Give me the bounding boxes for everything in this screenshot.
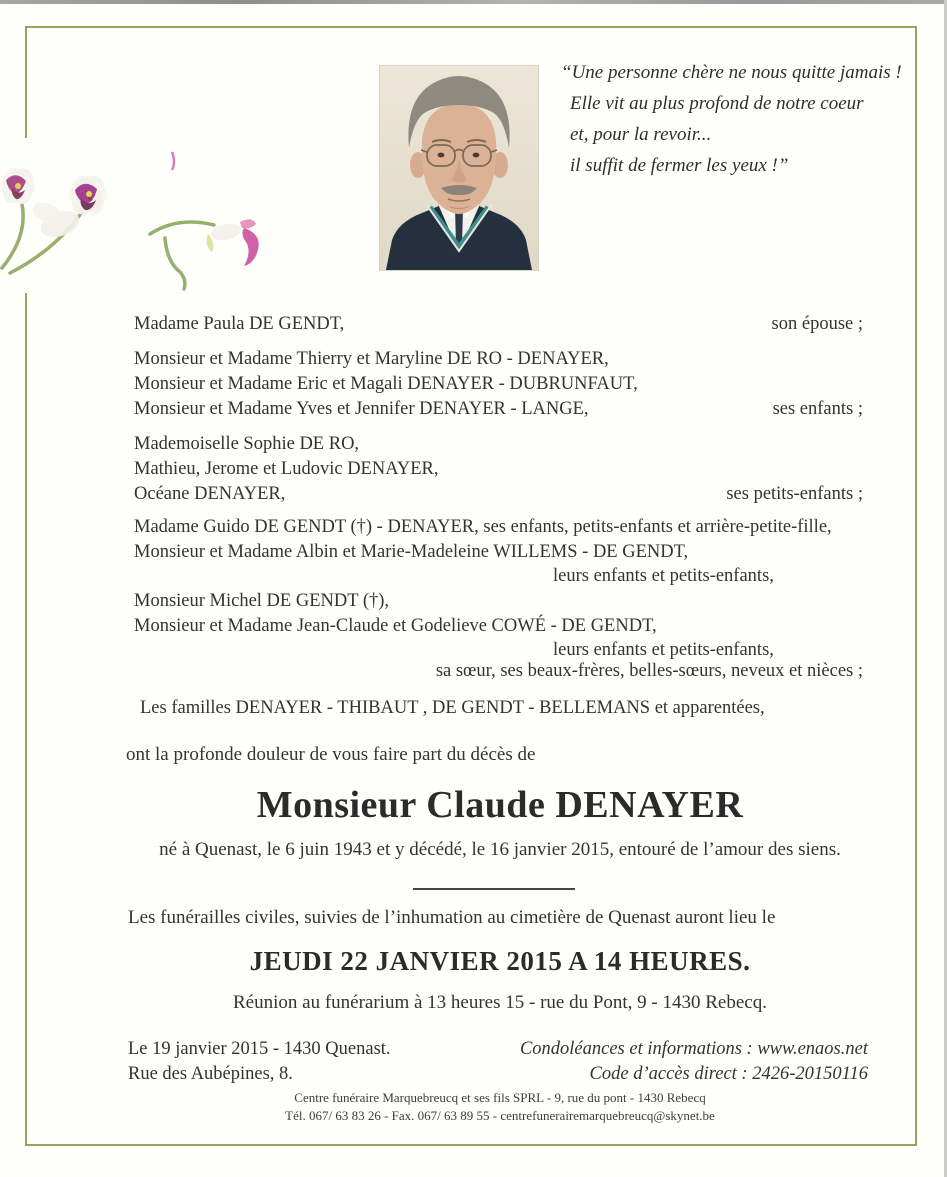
children-row: [134, 397, 863, 421]
spouse-relation: son épouse ;: [771, 314, 863, 334]
extended2-relation-1: leurs enfants et petits-enfants,: [553, 640, 774, 660]
access-code: Code d’accès direct : 2426-20150116: [589, 1064, 868, 1084]
extended2-relation-2: sa sœur, ses beaux-frères, belles-sœurs, neveux et nièces ;: [435, 661, 863, 681]
quote-line-3: et, pour la revoir...: [570, 124, 712, 145]
child-line-1: Monsieur et Madame Thierry et Maryline DE RO - DENAYER,: [134, 349, 609, 369]
grandchild-line-3: Océane DENAYER,: [134, 484, 286, 504]
memorial-quote: [561, 57, 917, 181]
funeral-home-contact: Tél. 067/ 63 83 26 - Fax. 067/ 63 89 55 - centrefunerairemarquebreucq@skynet.be: [285, 1108, 715, 1123]
ceremony-date: JEUDI 22 JANVIER 2015 A 14 HEURES.: [249, 946, 751, 976]
announcement-address: Rue des Aubépines, 8.: [128, 1064, 293, 1084]
grandchildren-relation: ses petits-enfants ;: [726, 484, 863, 504]
contact-row-2: [128, 1062, 868, 1086]
orchid-artwork: [0, 138, 335, 293]
extended1-line-1: Madame Guido DE GENDT (†) - DENAYER, ses enfants, petits-enfants et arrière-petite-fille,: [134, 517, 832, 537]
contact-row-1: [128, 1037, 868, 1061]
spouse-row: [134, 312, 863, 336]
families-line: Les familles DENAYER - THIBAUT , DE GENDT - BELLEMANS et apparentées,: [140, 698, 765, 718]
children-relation: ses enfants ;: [772, 399, 863, 419]
ceremony-meeting: Réunion au funérarium à 13 heures 15 - rue du Pont, 9 - 1430 Rebecq.: [233, 992, 767, 1013]
quote-line-1: “Une personne chère ne nous quitte jamais !: [561, 62, 902, 83]
announcement-date-place: Le 19 janvier 2015 - 1430 Quenast.: [128, 1039, 391, 1059]
condolences-info: Condoléances et informations : www.enaos.net: [519, 1039, 868, 1059]
ceremony-intro: Les funérailles civiles, suivies de l’inhumation au cimetière de Quenast auront lieu le: [128, 907, 776, 928]
life-dates: né à Quenast, le 6 juin 1943 et y décédé, le 16 janvier 2015, entouré de l’amour des siens.: [159, 839, 841, 860]
scan-edge-top: [0, 0, 947, 4]
child-line-2: Monsieur et Madame Eric et Magali DENAYER - DUBRUNFAUT,: [134, 374, 638, 394]
grandchildren-row: [134, 482, 863, 506]
section-divider: [413, 888, 575, 890]
quote-line-4: il suffit de fermer les yeux !”: [570, 155, 789, 176]
extended2-line-2: Monsieur et Madame Jean-Claude et Godelieve COWÉ - DE GENDT,: [134, 616, 657, 636]
extended1-line-2: Monsieur et Madame Albin et Marie-Madeleine WILLEMS - DE GENDT,: [134, 542, 689, 562]
grandchild-line-2: Mathieu, Jerome et Ludovic DENAYER,: [134, 459, 439, 479]
grandchild-line-1: Mademoiselle Sophie DE RO,: [134, 434, 360, 454]
spouse-name: Madame Paula DE GENDT,: [134, 314, 345, 334]
funeral-home-name: Centre funéraire Marquebreucq et ses fils SPRL - 9, rue du pont - 1430 Rebecq: [294, 1090, 706, 1105]
portrait-illustration: [380, 66, 538, 270]
quote-line-2: Elle vit au plus profond de notre coeur: [570, 93, 864, 114]
extended2-line-1: Monsieur Michel DE GENDT (†),: [134, 591, 390, 611]
extended1-relation: leurs enfants et petits-enfants,: [553, 566, 774, 586]
orchid-illustration: [0, 138, 335, 293]
child-line-3: Monsieur et Madame Yves et Jennifer DENAYER - LANGE,: [134, 399, 589, 419]
announcement-intro: ont la profonde douleur de vous faire part du décès de: [126, 744, 536, 765]
deceased-portrait-photo: [380, 66, 538, 270]
deceased-name: Monsieur Claude DENAYER: [256, 784, 744, 826]
